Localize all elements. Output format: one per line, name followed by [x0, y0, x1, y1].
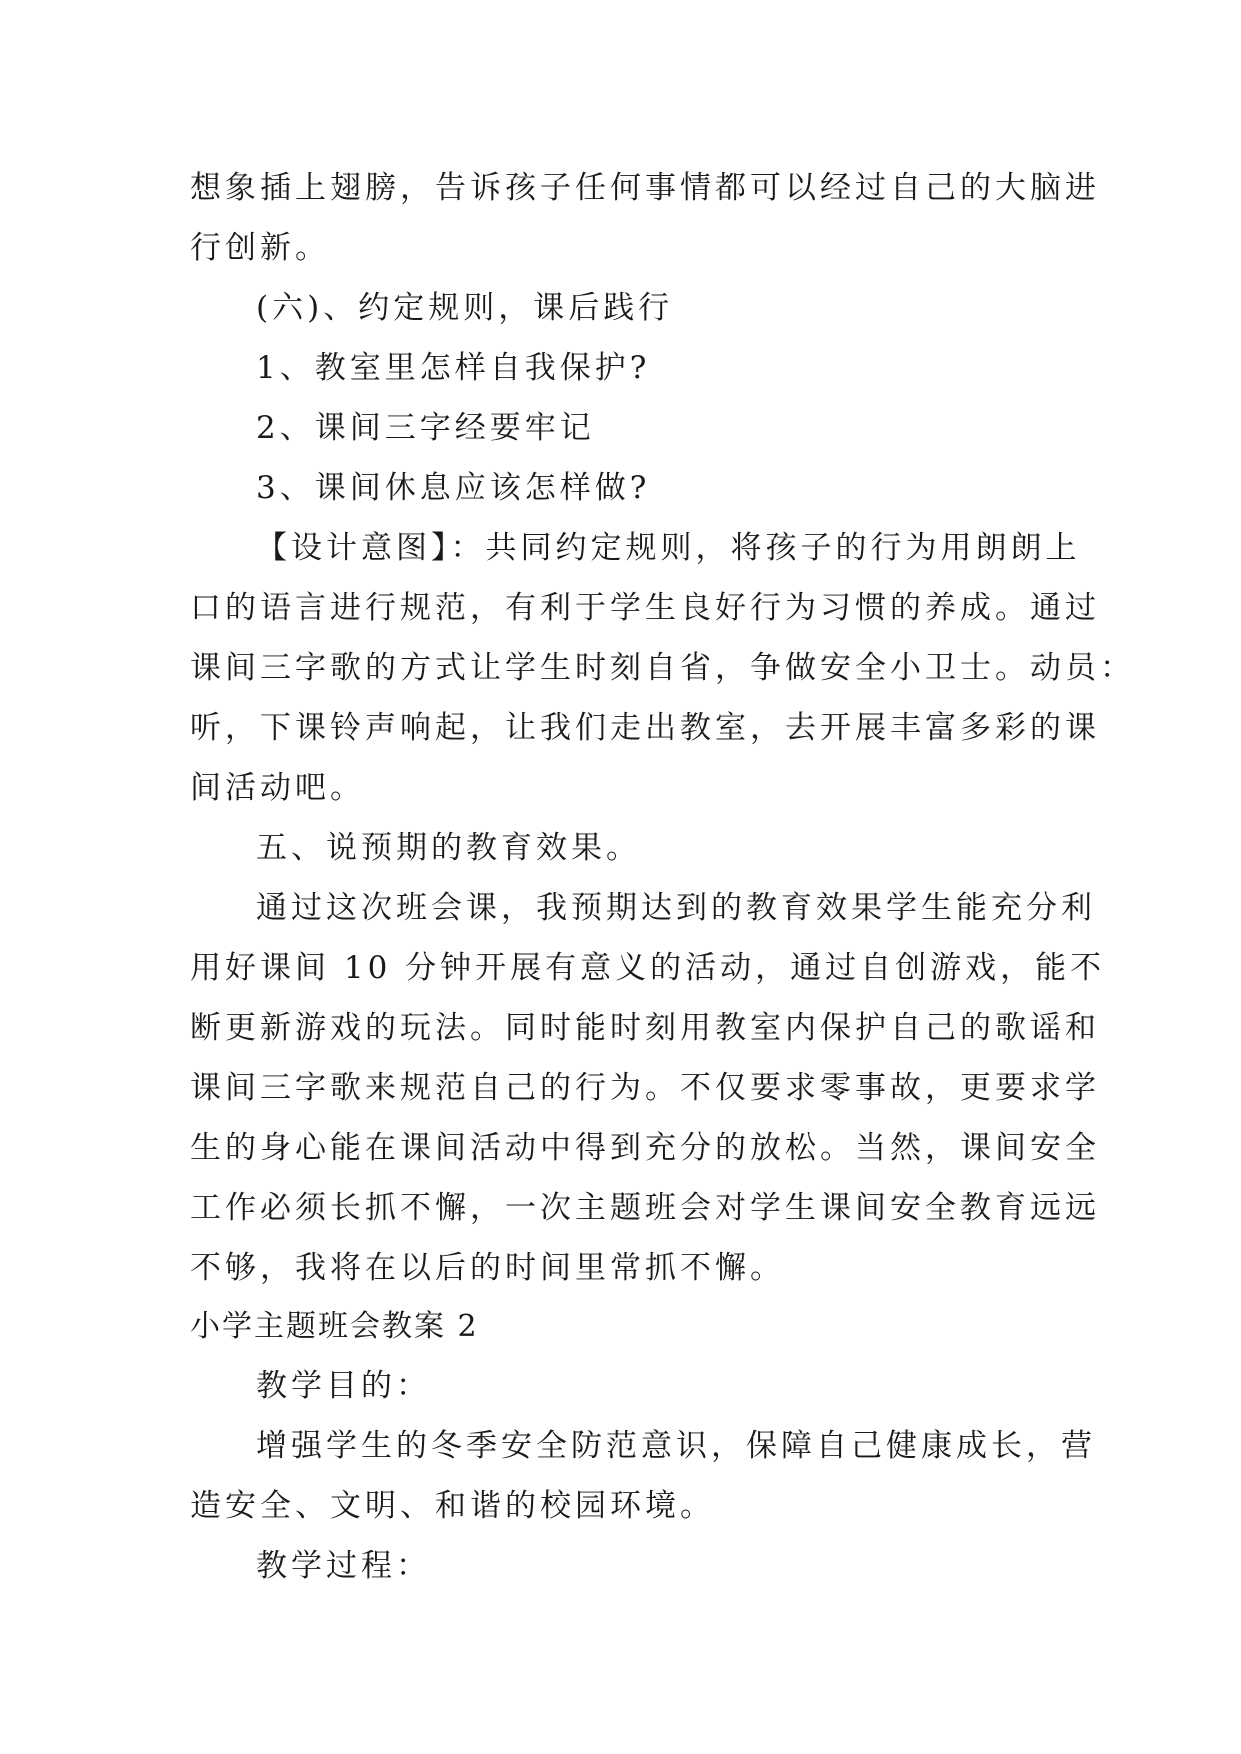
paragraph-line: 间活动吧。: [190, 770, 365, 806]
paragraph-line: 听，下课铃声响起，让我们走出教室，去开展丰富多彩的课: [190, 710, 1100, 746]
list-item: 3、课间休息应该怎样做?: [256, 470, 651, 506]
section-heading: 教学过程：: [256, 1548, 431, 1584]
section-heading: 五、说预期的教育效果。: [256, 830, 641, 866]
paragraph-line: 生的身心能在课间活动中得到充分的放松。当然，课间安全: [190, 1130, 1100, 1166]
paragraph-line: 课间三字歌的方式让学生时刻自省，争做安全小卫士。动员：: [190, 650, 1135, 686]
list-item: 1、教室里怎样自我保护?: [256, 350, 651, 386]
paragraph-line: 口的语言进行规范，有利于学生良好行为习惯的养成。通过: [190, 590, 1100, 626]
paragraph-line: 【设计意图】：共同约定规则，将孩子的行为用朗朗上: [256, 530, 1081, 566]
paragraph-line: 通过这次班会课，我预期达到的教育效果学生能充分利: [256, 890, 1096, 926]
paragraph-line: 增强学生的冬季安全防范意识，保障自己健康成长，营: [256, 1428, 1096, 1464]
paragraph-line: 工作必须长抓不懈，一次主题班会对学生课间安全教育远远: [190, 1190, 1100, 1226]
paragraph-line: 断更新游戏的玩法。同时能时刻用教室内保护自己的歌谣和: [190, 1010, 1100, 1046]
document-page: [190, 158, 1135, 1596]
document-title: 小学主题班会教案 2: [190, 1309, 479, 1344]
section-heading: 教学目的：: [256, 1368, 431, 1404]
section-heading: (六)、约定规则，课后践行: [256, 290, 674, 326]
paragraph-line: 想象插上翅膀，告诉孩子任何事情都可以经过自己的大脑进: [190, 170, 1100, 206]
paragraph-line: 用好课间 10 分钟开展有意义的活动，通过自创游戏，能不: [190, 950, 1106, 986]
list-item: 2、课间三字经要牢记: [256, 410, 595, 446]
paragraph-line: 不够，我将在以后的时间里常抓不懈。: [190, 1250, 785, 1286]
paragraph-line: 行创新。: [190, 230, 330, 266]
paragraph-line: 造安全、文明、和谐的校园环境。: [190, 1488, 715, 1524]
paragraph-line: 课间三字歌来规范自己的行为。不仅要求零事故，更要求学: [190, 1070, 1100, 1106]
